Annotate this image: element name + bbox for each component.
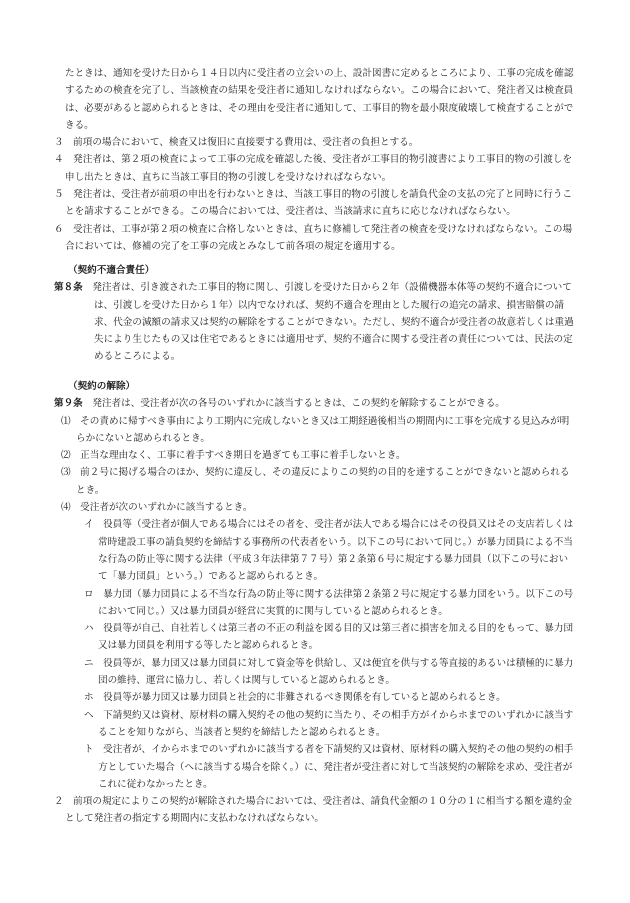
paragraph-4: ４ 発注者は、第２項の検査によって工事の完成を確認した後、受注者が工事目的物引渡書により工事目的物の引渡しを申し出たときは、直ちに当該工事目的物の引渡しを受けなければならない。 xyxy=(54,154,573,183)
article-9-body xyxy=(54,395,576,412)
article-7-continuation xyxy=(54,65,576,255)
item-4: ⑷ 受注者が次のいずれかに該当するとき。 xyxy=(61,502,253,514)
article-9-text: 発注者は、受注者が次の各号のいずれかに該当するときは、この契約を解除することができる。 xyxy=(82,398,505,410)
item-1: ⑴ その責めに帰すべき事由により工期内に完成しないとき又は工期経過後相当の期間内に工事を完成する見込みが明らかにないと認められるとき。 xyxy=(61,415,570,444)
item-3: ⑶ 前２号に掲げる場合のほか、契約に違反し、その違反によりこの契約の目的を達することができないと認められるとき。 xyxy=(61,467,570,496)
article-9-paragraph-2: ２ 前項の規定によりこの契約が解除された場合においては、受注者は、請負代金額の１０分の１に相当する額を違約金として発注者の指定する期間内に支払わなければならない。 xyxy=(54,796,573,825)
article-9-label: 第９条 xyxy=(54,398,83,410)
article-8 xyxy=(54,262,576,366)
paragraph-2-continuation: たときは、通知を受けた日から１４日以内に受注者の立会いの上、設計図書に定めるところにより、工事の完成を確認するための検査を完了し、当該検査の結果を受注者に通知しなければならない。この場合において、発注者又は検査員は、必要があると認められるときは、その理由を受注者に通知して、工事目的物を最小限度破壊して検査することができる。 xyxy=(65,68,574,131)
sub-item-ha: ハ 役員等が自己、自社若しくは第三者の不正の利益を図る目的又は第三者に損害を加える目的をもって、暴力団又は暴力団員を利用する等したと認められるとき。 xyxy=(84,623,574,652)
item-2: ⑵ 正当な理由なく、工事に着手すべき期日を過ぎても工事に着手しないとき。 xyxy=(61,450,406,462)
sub-item-ho: ホ 役員等が暴力団又は暴力団員と社会的に非難されるべき関係を有していると認められるとき。 xyxy=(84,692,506,704)
sub-item-i: イ 役員等（受注者が個人である場合にはその者を、受注者が法人である場合にはその役員又はその支店若しくは常時建設工事の請負契約を締結する事務所の代表者をいう。以下この号において同じ。）が暴力団員による不当な行為の防止等に関する法律（平成３年法律第７７号）第２条第６号に規定する暴力団員（以下この号において「暴力団員」という。）であると認められるとき。 xyxy=(84,519,574,583)
paragraph-3: ３ 前項の場合において、検査又は復旧に直接要する費用は、受注者の負担とする。 xyxy=(54,137,419,149)
paragraph-5: ５ 発注者は、受注者が前項の申出を行わないときは、当該工事目的物の引渡しを請負代金の支払の完了と同時に行うことを請求することができる。この場合においては、受注者は、当該請求に直ちに応じなければならない。 xyxy=(54,189,573,218)
paragraph-6: ６ 受注者は、工事が第２項の検査に合格しないときは、直ちに修補して発注者の検査を受けなければならない。この場合においては、修補の完了を工事の完成とみなして前各項の規定を適用する。 xyxy=(54,223,573,252)
article-8-label: 第８条 xyxy=(54,282,83,294)
sub-item-he: ヘ 下請契約又は資材、原材料の購入契約その他の契約に当たり、その相手方がイからホまでのいずれかに該当することを知りながら、当該者と契約を締結したと認められるとき。 xyxy=(84,709,574,738)
article-9-heading: （契約の解除） xyxy=(68,381,136,392)
article-8-body xyxy=(54,279,576,365)
sub-item-ro: ロ 暴力団（暴力団員による不当な行為の防止等に関する法律第２条第２号に規定する暴力団をいう。以下この号において同じ。）又は暴力団員が経営に実質的に関与していると認められるとき。 xyxy=(84,588,574,617)
article-9 xyxy=(54,378,576,828)
sub-item-ni: ニ 役員等が、暴力団又は暴力団員に対して資金等を供給し、又は便宜を供与する等直接的あるいは積極的に暴力団の維持、運営に協力し、若しくは関与していると認められるとき。 xyxy=(84,657,574,687)
article-8-text: 発注者は、引き渡された工事目的物に関し、引渡しを受けた日から２年（設備機器本体等の契約不適合については、引渡しを受けた日から１年）以内でなければ、契約不適合を理由とした履行の追完の請求、損害賠償の請求、代金の減額の請求又は契約の解除をすることができない。ただし、契約不適合が受注者の故意若しくは重過失により生じたもの又は住宅であるときには適用せず、契約不適合に関する受注者の責任については、民法の定めるところによる。 xyxy=(82,282,574,363)
article-8-heading: （契約不適合責任） xyxy=(68,265,155,276)
sub-item-to: ト 受注者が、イからホまでのいずれかに該当する者を下請契約又は資材、原材料の購入契約その他の契約の相手方としていた場合（へに該当する場合を除く。）に、発注者が受注者に対して当該契約の解除を求め、受注者がこれに従わなかったとき。 xyxy=(84,744,574,790)
